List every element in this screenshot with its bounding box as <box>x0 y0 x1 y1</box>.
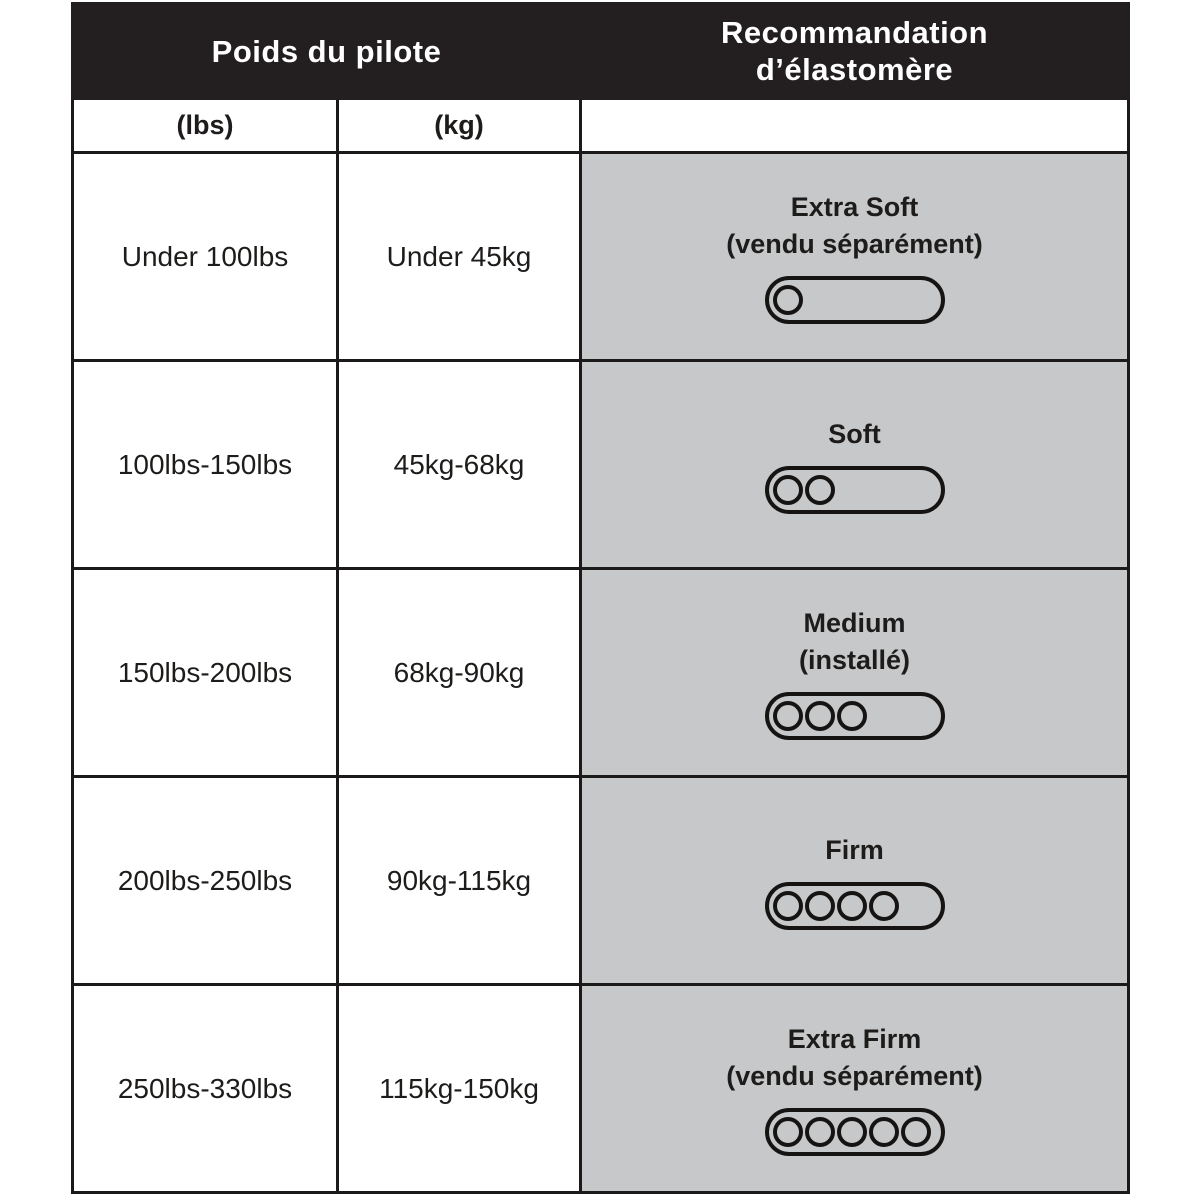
elastomer-dot <box>805 891 835 921</box>
weight-lbs-cell: Under 100lbs <box>73 153 338 361</box>
recommendation-cell <box>581 569 1129 777</box>
elastomer-dot <box>773 891 803 921</box>
elastomer-dots-indicator <box>765 466 945 514</box>
elastomer-dot <box>837 701 867 731</box>
elastomer-dot <box>837 891 867 921</box>
elastomer-dots-indicator <box>765 276 945 324</box>
main-header-row <box>73 4 1129 99</box>
unit-kg-header: (kg) <box>338 99 581 153</box>
rider-weight-header <box>73 4 581 99</box>
elastomer-dots-indicator <box>765 692 945 740</box>
weight-lbs-cell: 150lbs-200lbs <box>73 569 338 777</box>
weight-kg-cell: 90kg-115kg <box>338 777 581 985</box>
elastomer-dot <box>773 1117 803 1147</box>
elastomer-name: Extra Soft <box>790 192 919 222</box>
recommendation-header-line2: d’élastomère <box>755 52 954 87</box>
elastomer-dot <box>805 701 835 731</box>
elastomer-note: (vendu séparément) <box>726 229 983 259</box>
elastomer-name: Extra Firm <box>787 1024 922 1054</box>
unit-empty-header <box>581 99 1129 153</box>
recommendation-header-line1: Recommandation <box>720 15 989 50</box>
recommendation-cell <box>581 985 1129 1193</box>
table-row-extra-soft <box>73 153 1129 361</box>
elastomer-dot <box>773 701 803 731</box>
table-row-soft <box>73 361 1129 569</box>
elastomer-dots-indicator <box>765 882 945 930</box>
elastomer-recommendation-table <box>71 2 1130 1194</box>
elastomer-name: Firm <box>825 834 884 865</box>
table-row-firm <box>73 777 1129 985</box>
recommendation-cell <box>581 153 1129 361</box>
elastomer-dot <box>869 891 899 921</box>
elastomer-dot <box>805 475 835 505</box>
weight-kg-cell: 115kg-150kg <box>338 985 581 1193</box>
rider-weight-header-label: Poids du pilote <box>211 33 442 69</box>
elastomer-dot <box>773 475 803 505</box>
recommendation-header <box>581 4 1129 99</box>
recommendation-content <box>582 1021 1127 1156</box>
elastomer-dots-indicator <box>765 1108 945 1156</box>
recommendation-cell <box>581 361 1129 569</box>
weight-lbs-cell: 200lbs-250lbs <box>73 777 338 985</box>
table-row-medium <box>73 569 1129 777</box>
weight-kg-cell: Under 45kg <box>338 153 581 361</box>
table-row-extra-firm <box>73 985 1129 1193</box>
weight-kg-cell: 45kg-68kg <box>338 361 581 569</box>
recommendation-content <box>582 416 1127 514</box>
elastomer-note: (vendu séparément) <box>726 1061 983 1091</box>
recommendation-content <box>582 832 1127 930</box>
recommendation-content <box>582 189 1127 324</box>
elastomer-dot <box>901 1117 931 1147</box>
unit-lbs-header: (lbs) <box>73 99 338 153</box>
weight-lbs-cell: 100lbs-150lbs <box>73 361 338 569</box>
recommendation-cell <box>581 777 1129 985</box>
elastomer-dot <box>773 285 803 315</box>
elastomer-dot <box>805 1117 835 1147</box>
elastomer-name: Medium <box>803 608 906 638</box>
weight-kg-cell: 68kg-90kg <box>338 569 581 777</box>
elastomer-note: (installé) <box>799 645 911 675</box>
elastomer-dot <box>869 1117 899 1147</box>
weight-lbs-cell: 250lbs-330lbs <box>73 985 338 1193</box>
unit-header-row <box>73 99 1129 153</box>
elastomer-dot <box>837 1117 867 1147</box>
recommendation-content <box>582 605 1127 740</box>
elastomer-name: Soft <box>828 418 881 449</box>
